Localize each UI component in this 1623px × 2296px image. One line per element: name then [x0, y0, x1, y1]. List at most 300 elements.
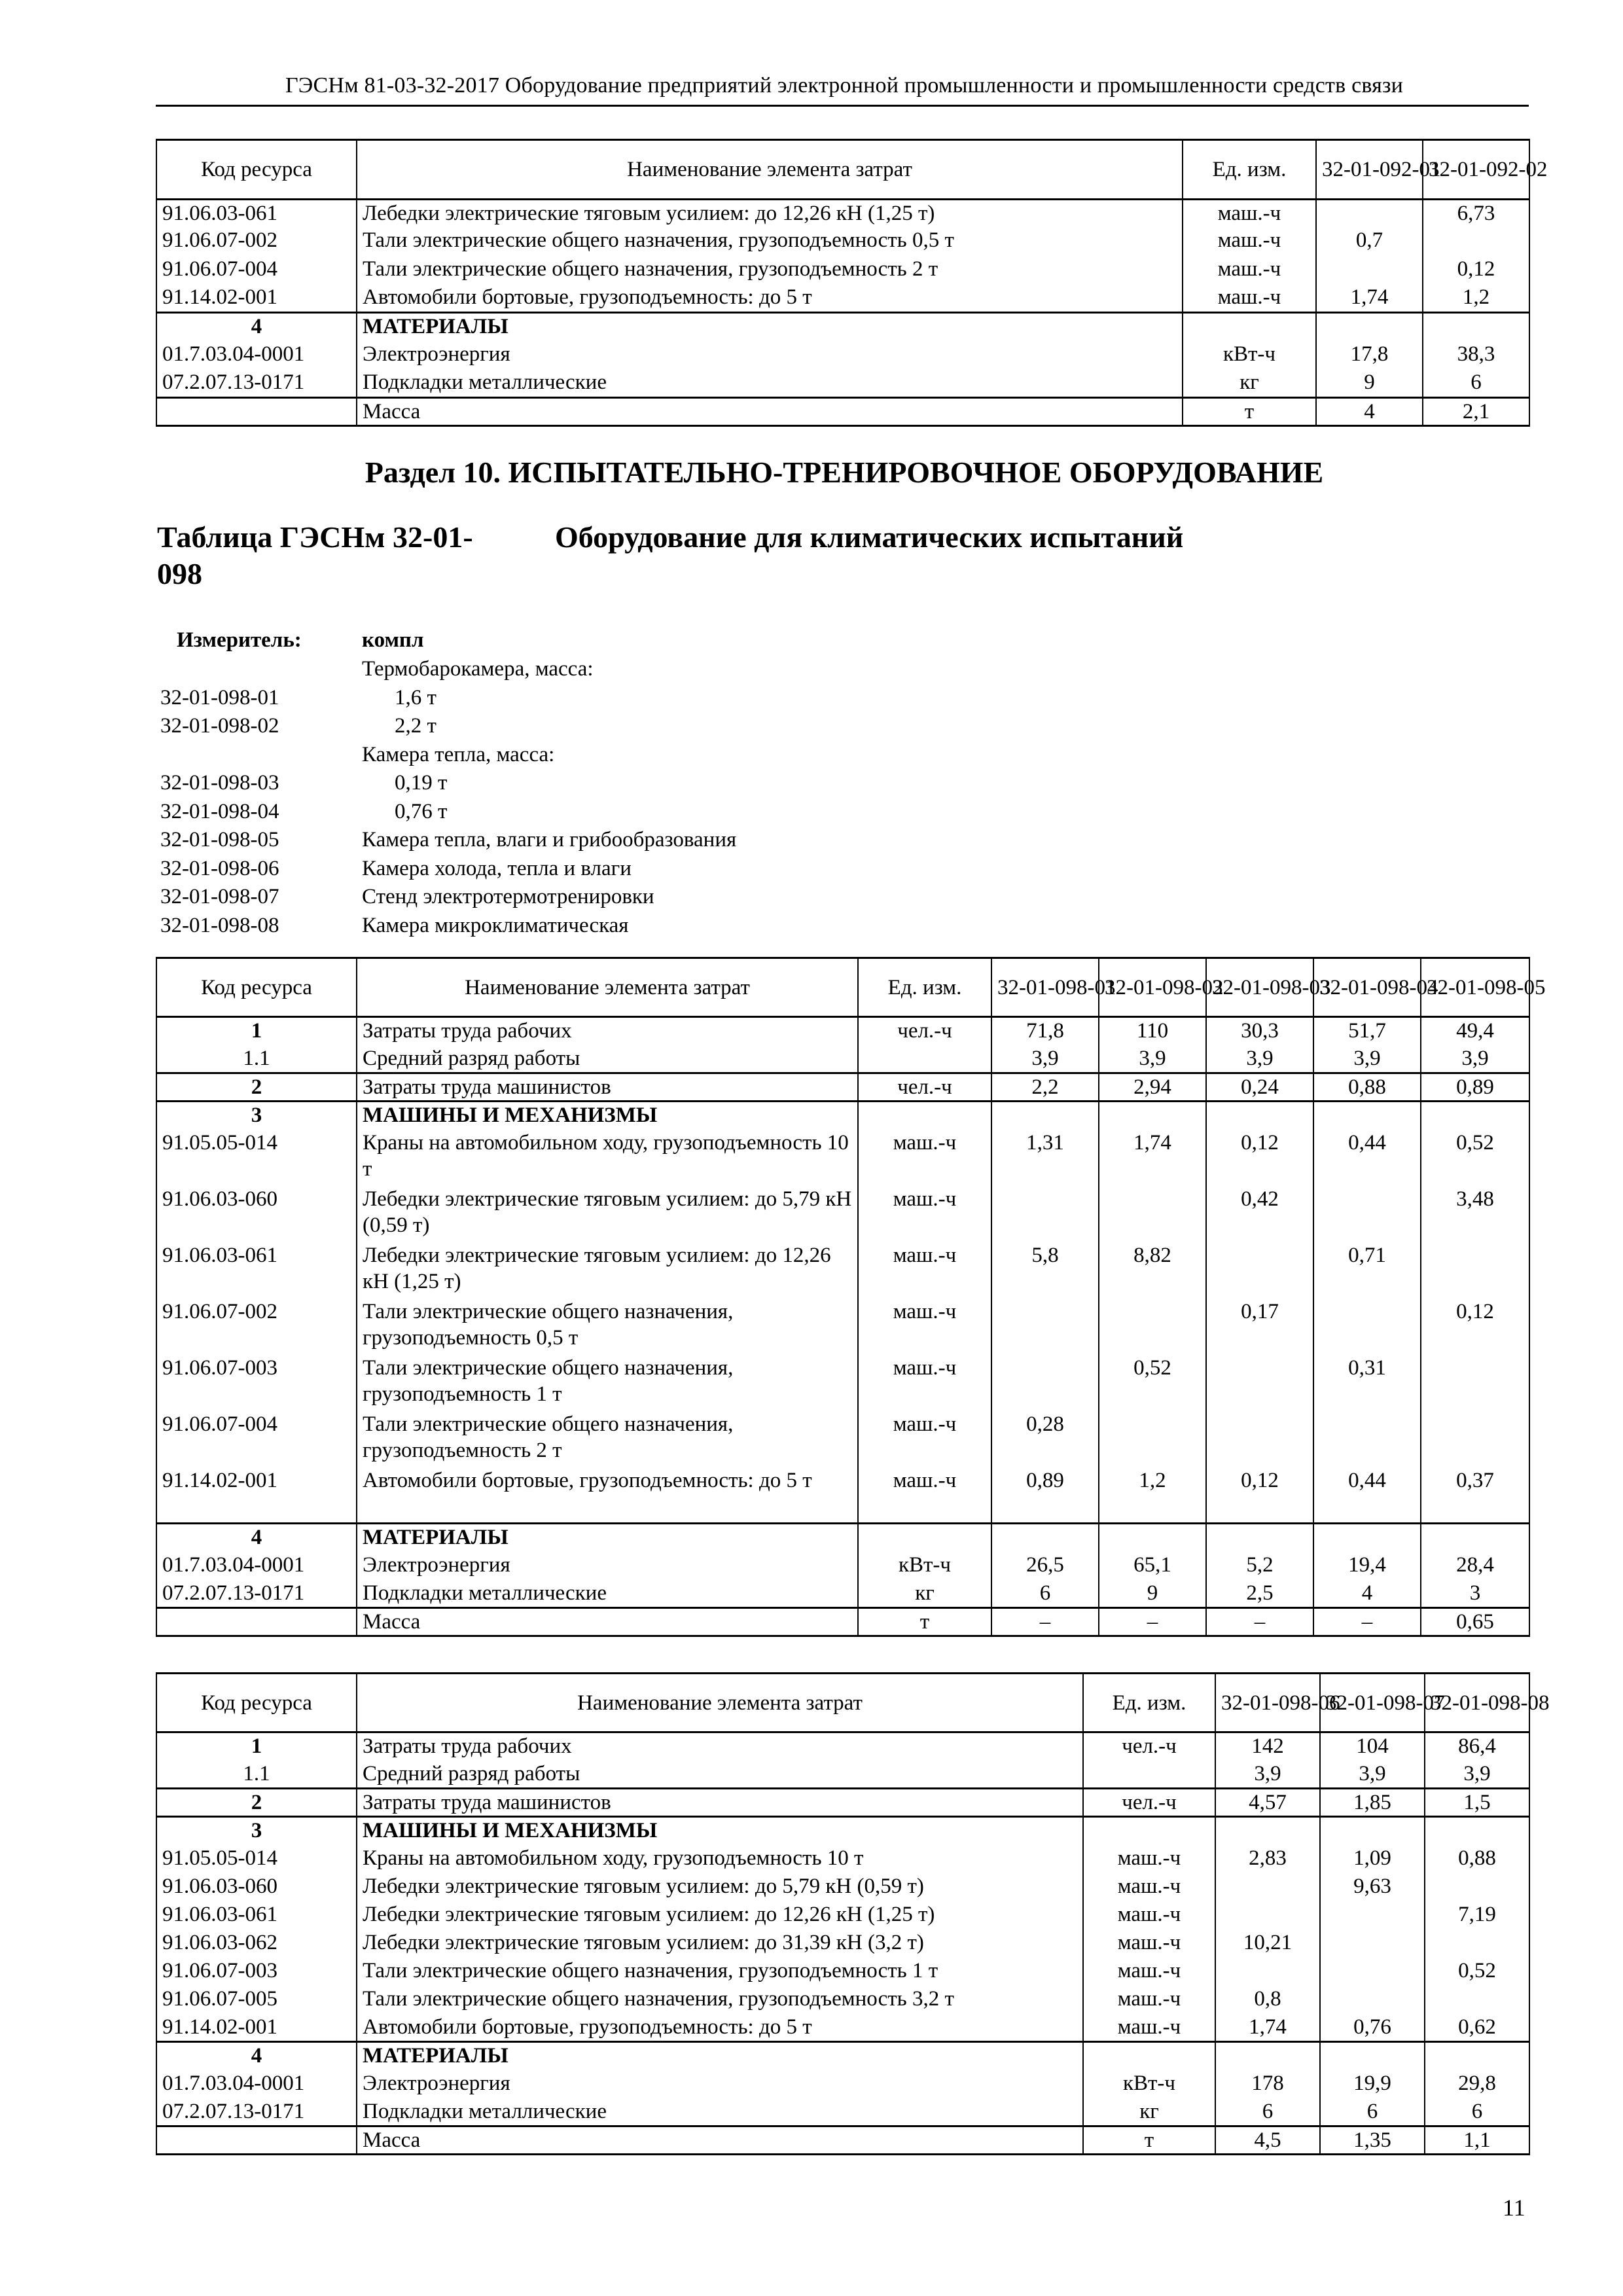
- table-row: [156, 1045, 1529, 1073]
- col-header-value: 32-01-098-07: [1320, 1674, 1425, 1732]
- meter-code: 32-01-098-08: [160, 913, 279, 937]
- unit-cell: маш.-ч: [858, 1467, 991, 1524]
- value-cell: 0,88: [1313, 1073, 1421, 1102]
- value-cell: 6: [1320, 2098, 1425, 2126]
- resource-code: 1: [156, 1017, 357, 1045]
- unit-cell: кВт-ч: [1183, 341, 1316, 369]
- header-rule: [156, 105, 1529, 107]
- unit-cell: маш.-ч: [1083, 1986, 1215, 2014]
- value-cell: 0,12: [1421, 1299, 1529, 1355]
- table-header-row: [156, 958, 1529, 1017]
- value-cell: [1206, 1411, 1313, 1467]
- resource-code: 91.06.07-003: [156, 1958, 357, 1986]
- cost-element-name: Лебедки электрические тяговым усилием: до 12,26 кН (1,25 т): [357, 1901, 1083, 1929]
- table-header-row: [156, 1674, 1529, 1732]
- table-row: [156, 1986, 1529, 2014]
- value-cell: [1206, 1524, 1313, 1552]
- meter-code: 32-01-098-01: [160, 685, 279, 709]
- value-cell: 5,8: [991, 1242, 1099, 1299]
- col-header-unit: Ед. изм.: [1183, 140, 1316, 200]
- resource-code: 3: [156, 1102, 357, 1130]
- unit-cell: маш.-ч: [1083, 2014, 1215, 2042]
- value-cell: 1,1: [1425, 2126, 1529, 2155]
- value-cell: 1,2: [1099, 1467, 1206, 1524]
- resource-code: 4: [156, 2042, 357, 2070]
- cost-element-name: МАТЕРИАЛЫ: [357, 312, 1183, 340]
- value-cell: [1421, 1355, 1529, 1411]
- cost-element-name: Средний разряд работы: [357, 1045, 858, 1073]
- table-row: [156, 1552, 1529, 1580]
- value-cell: 0,88: [1425, 1845, 1529, 1873]
- value-cell: 142: [1215, 1732, 1320, 1761]
- meter-item: [160, 798, 736, 827]
- value-cell: 0,62: [1425, 2014, 1529, 2042]
- resource-code: 91.05.05-014: [156, 1845, 357, 1873]
- unit-cell: маш.-ч: [858, 1299, 991, 1355]
- col-header-unit: Ед. изм.: [1083, 1674, 1215, 1732]
- cost-element-name: МАШИНЫ И МЕХАНИЗМЫ: [357, 1817, 1083, 1845]
- unit-cell: маш.-ч: [858, 1355, 991, 1411]
- value-cell: 6,73: [1423, 199, 1529, 227]
- table-row: [156, 284, 1529, 312]
- table-row: [156, 1929, 1529, 1958]
- value-cell: 1,2: [1423, 284, 1529, 312]
- unit-cell: маш.-ч: [1083, 1958, 1215, 1986]
- table-row: [156, 1186, 1529, 1242]
- value-cell: 1,85: [1320, 1789, 1425, 1817]
- cost-element-name: Тали электрические общего назначения, грузоподъемность 2 т: [357, 256, 1183, 284]
- value-cell: 28,4: [1421, 1552, 1529, 1580]
- value-cell: 0,52: [1099, 1355, 1206, 1411]
- table-row: [156, 1732, 1529, 1761]
- cost-element-name: Автомобили бортовые, грузоподъемность: до 5 т: [357, 2014, 1083, 2042]
- meter-text: Камера тепла, влаги и грибообразования: [362, 828, 737, 852]
- value-cell: 7,19: [1425, 1901, 1529, 1929]
- value-cell: [991, 1186, 1099, 1242]
- resource-code: 2: [156, 1073, 357, 1102]
- value-cell: 178: [1215, 2070, 1320, 2098]
- table-caption-label: [157, 519, 524, 592]
- value-cell: 30,3: [1206, 1017, 1313, 1045]
- cost-element-name: Тали электрические общего назначения, грузоподъемность 3,2 т: [357, 1986, 1083, 2014]
- value-cell: [1320, 1929, 1425, 1958]
- meter-code: 32-01-098-02: [160, 714, 279, 738]
- value-cell: [1320, 1986, 1425, 2014]
- meter-text: Камера тепла, масса:: [362, 742, 555, 766]
- value-cell: 0,65: [1421, 1608, 1529, 1636]
- resource-code: 07.2.07.13-0171: [156, 369, 357, 397]
- value-cell: [1206, 1355, 1313, 1411]
- cost-element-name: Лебедки электрические тяговым усилием: до 5,79 кН (0,59 т): [357, 1186, 858, 1242]
- value-cell: 3,48: [1421, 1186, 1529, 1242]
- resource-code: 01.7.03.04-0001: [156, 2070, 357, 2098]
- value-cell: 3,9: [1215, 1761, 1320, 1789]
- value-cell: 1,35: [1320, 2126, 1425, 2155]
- resource-code: 91.06.03-061: [156, 1901, 357, 1929]
- value-cell: [1425, 1817, 1529, 1845]
- value-cell: [991, 1102, 1099, 1130]
- value-cell: 1,09: [1320, 1845, 1425, 1873]
- cost-element-name: Автомобили бортовые, грузоподъемность: до 5 т: [357, 1467, 858, 1524]
- value-cell: 6: [1215, 2098, 1320, 2126]
- value-cell: 0,12: [1423, 256, 1529, 284]
- col-header-code: Код ресурса: [156, 1674, 357, 1732]
- value-cell: 5,2: [1206, 1552, 1313, 1580]
- cost-element-name: Масса: [357, 397, 1183, 425]
- cost-element-name: МАТЕРИАЛЫ: [357, 1524, 858, 1552]
- value-cell: [1425, 1986, 1529, 2014]
- col-header-value: 32-01-098-04: [1313, 958, 1421, 1017]
- value-cell: [1099, 1524, 1206, 1552]
- value-cell: [1206, 1242, 1313, 1299]
- value-cell: 9,63: [1320, 1873, 1425, 1901]
- value-cell: 9: [1099, 1580, 1206, 1608]
- value-cell: 0,24: [1206, 1073, 1313, 1102]
- value-cell: 0,8: [1215, 1986, 1320, 2014]
- meter-code: 32-01-098-05: [160, 828, 279, 852]
- meter-text: 1,6 т: [395, 685, 437, 709]
- table-row: [156, 199, 1529, 227]
- value-cell: 19,4: [1313, 1552, 1421, 1580]
- value-cell: [1421, 1102, 1529, 1130]
- table-row: [156, 1789, 1529, 1817]
- table-row: [156, 2014, 1529, 2042]
- table-row: [156, 1130, 1529, 1186]
- value-cell: 0,44: [1313, 1467, 1421, 1524]
- value-cell: 17,8: [1316, 341, 1423, 369]
- resource-code: 1.1: [156, 1761, 357, 1789]
- value-cell: 0,44: [1313, 1130, 1421, 1186]
- cost-element-name: Масса: [357, 1608, 858, 1636]
- unit-cell: [858, 1524, 991, 1552]
- resource-table-092: [156, 139, 1548, 427]
- col-header-value: 32-01-098-03: [1206, 958, 1313, 1017]
- unit-cell: маш.-ч: [1083, 1873, 1215, 1901]
- value-cell: [1320, 1817, 1425, 1845]
- value-cell: [1313, 1299, 1421, 1355]
- col-header-value: 32-01-092-01: [1316, 140, 1423, 200]
- value-cell: [1316, 199, 1423, 227]
- table-row: [156, 1355, 1529, 1411]
- unit-cell: маш.-ч: [858, 1242, 991, 1299]
- table-row: [156, 1761, 1529, 1789]
- cost-element-name: Краны на автомобильном ходу, грузоподъемность 10 т: [357, 1130, 858, 1186]
- meter-code: [160, 741, 362, 770]
- unit-cell: кг: [858, 1580, 991, 1608]
- value-cell: [1099, 1411, 1206, 1467]
- resource-code: 01.7.03.04-0001: [156, 1552, 357, 1580]
- value-cell: 0,17: [1206, 1299, 1313, 1355]
- value-cell: 26,5: [991, 1552, 1099, 1580]
- value-cell: [1313, 1524, 1421, 1552]
- table-caption-label-line: Таблица ГЭСНм 32-01-: [157, 520, 473, 554]
- table-row: [156, 2098, 1529, 2126]
- unit-cell: кг: [1183, 369, 1316, 397]
- table-row: [156, 1073, 1529, 1102]
- value-cell: 6: [1423, 369, 1529, 397]
- cost-element-name: Краны на автомобильном ходу, грузоподъемность 10 т: [357, 1845, 1083, 1873]
- resource-code: [156, 397, 357, 425]
- value-cell: [1206, 1102, 1313, 1130]
- value-cell: 0,52: [1421, 1130, 1529, 1186]
- value-cell: [1215, 1873, 1320, 1901]
- unit-cell: маш.-ч: [858, 1130, 991, 1186]
- value-cell: 65,1: [1099, 1552, 1206, 1580]
- resource-code: 91.06.03-062: [156, 1929, 357, 1958]
- unit-cell: маш.-ч: [858, 1186, 991, 1242]
- resource-code: 91.06.07-002: [156, 1299, 357, 1355]
- resource-code: [156, 2126, 357, 2155]
- value-cell: 110: [1099, 1017, 1206, 1045]
- resource-code: 91.05.05-014: [156, 1130, 357, 1186]
- value-cell: [1421, 1411, 1529, 1467]
- col-header-value: 32-01-092-02: [1423, 140, 1529, 200]
- unit-cell: маш.-ч: [1083, 1845, 1215, 1873]
- value-cell: [991, 1299, 1099, 1355]
- value-cell: 4,57: [1215, 1789, 1320, 1817]
- table-row: [156, 1901, 1529, 1929]
- resource-code: 91.06.03-060: [156, 1873, 357, 1901]
- value-cell: 0,12: [1206, 1130, 1313, 1186]
- cost-element-name: Затраты труда машинистов: [357, 1789, 1083, 1817]
- value-cell: 3,9: [1320, 1761, 1425, 1789]
- resource-code: 91.06.07-005: [156, 1986, 357, 2014]
- value-cell: 2,1: [1423, 397, 1529, 425]
- value-cell: [1425, 2042, 1529, 2070]
- value-cell: 0,31: [1313, 1355, 1421, 1411]
- unit-cell: т: [1183, 397, 1316, 425]
- resource-table-098-06-08: [156, 1672, 1550, 2155]
- meter-item: [160, 712, 736, 741]
- col-header-code: Код ресурса: [156, 140, 357, 200]
- table-row: [156, 1873, 1529, 1901]
- meter-code: 32-01-098-07: [160, 885, 279, 908]
- resource-code: 91.06.07-002: [156, 227, 357, 255]
- meter-text: 0,76 т: [395, 799, 448, 823]
- unit-cell: маш.-ч: [1183, 256, 1316, 284]
- section-title: Раздел 10. ИСПЫТАТЕЛЬНО-ТРЕНИРОВОЧНОЕ ОБОРУДОВАНИЕ: [365, 456, 1324, 489]
- value-cell: 0,52: [1425, 1958, 1529, 1986]
- value-cell: [1316, 256, 1423, 284]
- cost-element-name: Затраты труда машинистов: [357, 1073, 858, 1102]
- value-cell: 0,37: [1421, 1467, 1529, 1524]
- col-header-value: 32-01-098-02: [1099, 958, 1206, 1017]
- meter-text: Стенд электротермотренировки: [362, 885, 654, 908]
- meter-text: Камера микроклиматическая: [362, 913, 629, 937]
- value-cell: 104: [1320, 1732, 1425, 1761]
- table-row-total-mass: [156, 2126, 1529, 2155]
- unit-cell: [858, 1045, 991, 1073]
- value-cell: 2,94: [1099, 1073, 1206, 1102]
- cost-element-name: Лебедки электрические тяговым усилием: до 5,79 кН (0,59 т): [357, 1873, 1083, 1901]
- value-cell: 0,28: [991, 1411, 1099, 1467]
- table-row: [156, 227, 1529, 255]
- value-cell: 38,3: [1423, 341, 1529, 369]
- unit-cell: маш.-ч: [1083, 1929, 1215, 1958]
- value-cell: 4,5: [1215, 2126, 1320, 2155]
- value-cell: 6: [1425, 2098, 1529, 2126]
- cost-element-name: Затраты труда рабочих: [357, 1017, 858, 1045]
- resource-code: 91.06.07-004: [156, 256, 357, 284]
- resource-code: 4: [156, 1524, 357, 1552]
- value-cell: [1215, 1817, 1320, 1845]
- table-row: [156, 1242, 1529, 1299]
- value-cell: 4: [1316, 397, 1423, 425]
- table-row: [156, 1102, 1529, 1130]
- value-cell: 1,74: [1316, 284, 1423, 312]
- value-cell: –: [1206, 1608, 1313, 1636]
- value-cell: [1215, 1958, 1320, 1986]
- col-header-value: 32-01-098-08: [1425, 1674, 1529, 1732]
- resource-code: 07.2.07.13-0171: [156, 2098, 357, 2126]
- resource-code: 1: [156, 1732, 357, 1761]
- value-cell: [991, 1524, 1099, 1552]
- resource-code: 91.06.03-060: [156, 1186, 357, 1242]
- value-cell: 49,4: [1421, 1017, 1529, 1045]
- table-row: [156, 1524, 1529, 1552]
- resource-code: 4: [156, 312, 357, 340]
- value-cell: [1421, 1242, 1529, 1299]
- col-header-name: Наименование элемента затрат: [357, 140, 1183, 200]
- value-cell: 3,9: [1206, 1045, 1313, 1073]
- unit-cell: кВт-ч: [858, 1552, 991, 1580]
- unit-cell: [1083, 1817, 1215, 1845]
- value-cell: –: [1313, 1608, 1421, 1636]
- table-row-total-mass: [156, 1608, 1529, 1636]
- value-cell: –: [1099, 1608, 1206, 1636]
- cost-element-name: Тали электрические общего назначения, грузоподъемность 2 т: [357, 1411, 858, 1467]
- col-header-unit: Ед. изм.: [858, 958, 991, 1017]
- unit-cell: [858, 1102, 991, 1130]
- cost-element-name: Подкладки металлические: [357, 2098, 1083, 2126]
- cost-element-name: Тали электрические общего назначения, грузоподъемность 1 т: [357, 1355, 858, 1411]
- table-row: [156, 369, 1529, 397]
- cost-element-name: Затраты труда рабочих: [357, 1732, 1083, 1761]
- value-cell: 1,5: [1425, 1789, 1529, 1817]
- meter-unit: компл: [362, 628, 424, 652]
- value-cell: 0,89: [1421, 1073, 1529, 1102]
- value-cell: [1099, 1186, 1206, 1242]
- value-cell: [1320, 2042, 1425, 2070]
- cost-element-name: МАШИНЫ И МЕХАНИЗМЫ: [357, 1102, 858, 1130]
- resource-code: 91.14.02-001: [156, 284, 357, 312]
- cost-element-name: Подкладки металлические: [357, 1580, 858, 1608]
- meter-code: 32-01-098-04: [160, 799, 279, 823]
- resource-code: 07.2.07.13-0171: [156, 1580, 357, 1608]
- value-cell: 8,82: [1099, 1242, 1206, 1299]
- page-number: 11: [1503, 2195, 1525, 2221]
- value-cell: 3,9: [1313, 1045, 1421, 1073]
- value-cell: [1320, 1958, 1425, 1986]
- table-row: [156, 1411, 1529, 1467]
- value-cell: –: [991, 1608, 1099, 1636]
- meter-item: [160, 826, 736, 855]
- table-header-row: [156, 140, 1529, 200]
- col-header-value: 32-01-098-05: [1421, 958, 1529, 1017]
- table-caption-label-line: 098: [157, 557, 202, 590]
- meter-item: [160, 741, 736, 770]
- value-cell: 3,9: [1421, 1045, 1529, 1073]
- cost-element-name: Электроэнергия: [357, 341, 1183, 369]
- value-cell: 0,7: [1316, 227, 1423, 255]
- table-row: [156, 341, 1529, 369]
- value-cell: 1,74: [1215, 2014, 1320, 2042]
- cost-element-name: Средний разряд работы: [357, 1761, 1083, 1789]
- unit-cell: маш.-ч: [1183, 284, 1316, 312]
- value-cell: [1320, 1901, 1425, 1929]
- cost-element-name: Масса: [357, 2126, 1083, 2155]
- cost-element-name: Автомобили бортовые, грузоподъемность: до 5 т: [357, 284, 1183, 312]
- resource-code: 91.06.03-061: [156, 1242, 357, 1299]
- unit-cell: маш.-ч: [1183, 227, 1316, 255]
- col-header-value: 32-01-098-06: [1215, 1674, 1320, 1732]
- meter-item: [160, 769, 736, 798]
- value-cell: 0,76: [1320, 2014, 1425, 2042]
- meter-text: Камера холода, тепла и влаги: [362, 856, 632, 880]
- value-cell: 0,42: [1206, 1186, 1313, 1242]
- meter-item: [160, 855, 736, 884]
- meter-code: [160, 655, 362, 684]
- table-row: [156, 312, 1529, 340]
- value-cell: [1425, 1873, 1529, 1901]
- meter-item: [160, 684, 736, 713]
- value-cell: [1313, 1411, 1421, 1467]
- cost-element-name: Лебедки электрические тяговым усилием: до 31,39 кН (3,2 т): [357, 1929, 1083, 1958]
- meter-label: Измеритель:: [177, 628, 302, 652]
- unit-cell: чел.-ч: [1083, 1789, 1215, 1817]
- table-row-total-mass: [156, 397, 1529, 425]
- value-cell: 2,83: [1215, 1845, 1320, 1873]
- unit-cell: маш.-ч: [1183, 199, 1316, 227]
- value-cell: [1423, 227, 1529, 255]
- unit-cell: [1083, 2042, 1215, 2070]
- value-cell: [1313, 1102, 1421, 1130]
- value-cell: [1316, 312, 1423, 340]
- value-cell: 3,9: [1425, 1761, 1529, 1789]
- value-cell: [1099, 1102, 1206, 1130]
- table-caption-name: Оборудование для климатических испытаний: [555, 520, 1184, 554]
- meter-item: [160, 655, 736, 684]
- running-header: ГЭСНм 81-03-32-2017 Оборудование предприятий электронной промышленности и промышленности средств связи: [285, 73, 1404, 98]
- value-cell: [1215, 2042, 1320, 2070]
- unit-cell: чел.-ч: [1083, 1732, 1215, 1761]
- resource-code: 1.1: [156, 1045, 357, 1073]
- unit-cell: кВт-ч: [1083, 2070, 1215, 2098]
- value-cell: 3: [1421, 1580, 1529, 1608]
- col-header-name: Наименование элемента затрат: [357, 958, 858, 1017]
- value-cell: 1,31: [991, 1130, 1099, 1186]
- table-row: [156, 1845, 1529, 1873]
- value-cell: [1099, 1299, 1206, 1355]
- value-cell: [1313, 1186, 1421, 1242]
- value-cell: 9: [1316, 369, 1423, 397]
- unit-cell: чел.-ч: [858, 1017, 991, 1045]
- col-header-name: Наименование элемента затрат: [357, 1674, 1083, 1732]
- unit-cell: [1183, 312, 1316, 340]
- unit-cell: маш.-ч: [858, 1411, 991, 1467]
- resource-code: 91.14.02-001: [156, 2014, 357, 2042]
- value-cell: 19,9: [1320, 2070, 1425, 2098]
- table-row: [156, 2070, 1529, 2098]
- cost-element-name: Лебедки электрические тяговым усилием: до 12,26 кН (1,25 т): [357, 199, 1183, 227]
- cost-element-name: Подкладки металлические: [357, 369, 1183, 397]
- cost-element-name: Тали электрические общего назначения, грузоподъемность 1 т: [357, 1958, 1083, 1986]
- value-cell: 86,4: [1425, 1732, 1529, 1761]
- table-row: [156, 256, 1529, 284]
- resource-code: 2: [156, 1789, 357, 1817]
- value-cell: 0,12: [1206, 1467, 1313, 1524]
- value-cell: 0,89: [991, 1467, 1099, 1524]
